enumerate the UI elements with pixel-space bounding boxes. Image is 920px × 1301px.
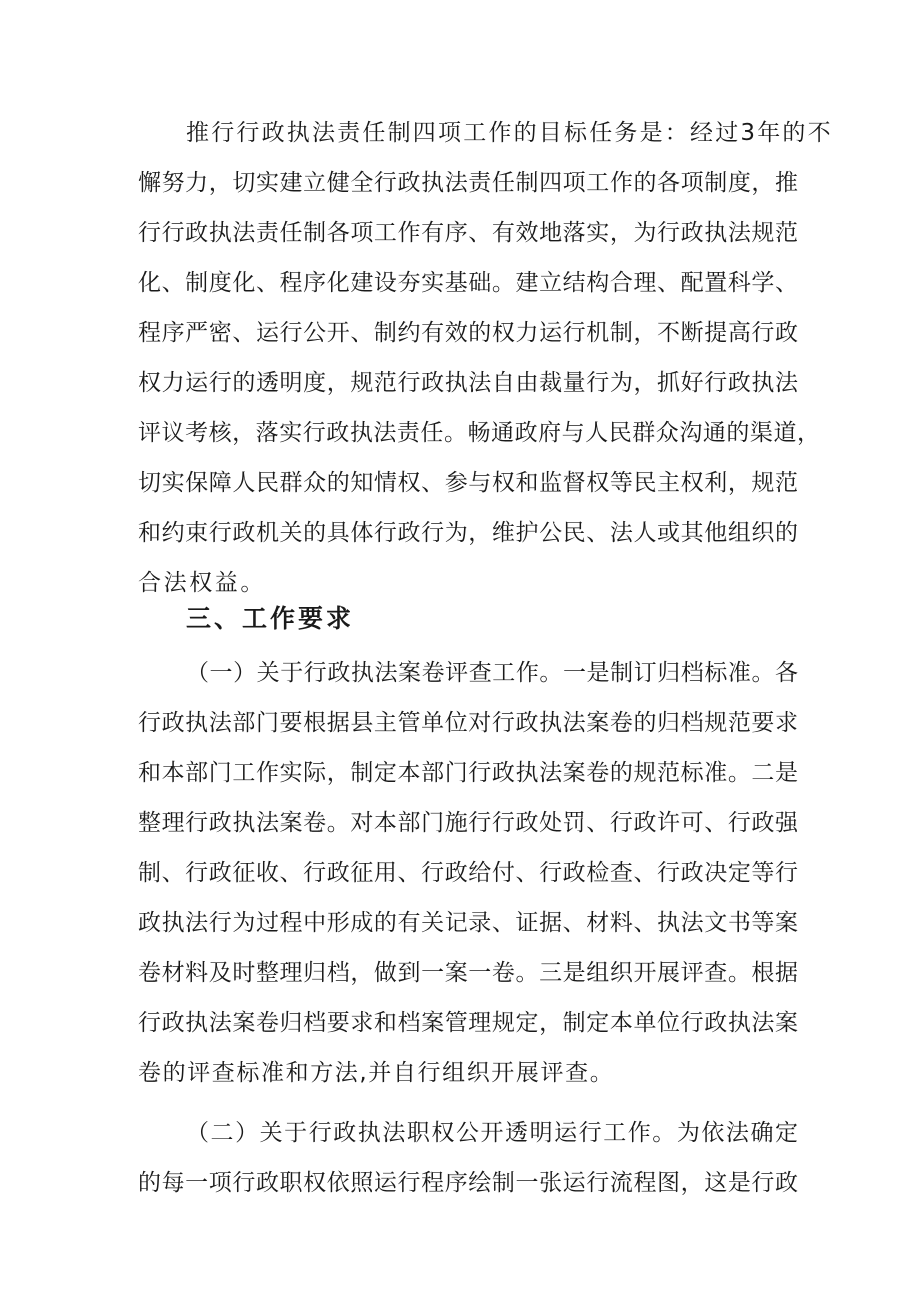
paragraph-1-line-8: 切实保障人民群众的知情权、参与权和监督权等民主权利，规范 xyxy=(138,470,798,496)
paragraph-2-line-7: 卷材料及时整理归档，做到一案一卷。三是组织开展评查。根据 xyxy=(138,960,798,986)
paragraph-1-line-5: 程序严密、运行公开、制约有效的权力运行机制，不断提高行政 xyxy=(138,320,798,346)
paragraph-1-line-7: 评议考核，落实行政执法责任。畅通政府与人民群众沟通的渠道， xyxy=(138,420,820,446)
paragraph-2-line-1: （一）关于行政执法案卷评查工作。一是制订归档标准。各 xyxy=(186,660,798,686)
paragraph-2-line-3: 和本部门工作实际，制定本部门行政执法案卷的规范标准。二是 xyxy=(138,760,798,786)
paragraph-2-line-5: 制、行政征收、行政征用、行政给付、行政检查、行政决定等行 xyxy=(138,860,798,886)
paragraph-2-line-4: 整理行政执法案卷。对本部门施行行政处罚、行政许可、行政强 xyxy=(138,810,798,836)
paragraph-2-line-2: 行政执法部门要根据县主管单位对行政执法案卷的归档规范要求 xyxy=(138,710,798,736)
section-heading: 三、工作要求 xyxy=(186,604,355,633)
paragraph-1-line-1: 推行行政执法责任制四项工作的目标任务是：经过3年的不 xyxy=(186,120,833,146)
paragraph-1-line-9: 和约束行政机关的具体行政行为，维护公民、法人或其他组织的 xyxy=(138,520,798,546)
paragraph-3-line-1: （二）关于行政执法职权公开透明运行工作。为依法确定 xyxy=(186,1120,798,1146)
paragraph-1-line-2: 懈努力，切实建立健全行政执法责任制四项工作的各项制度，推 xyxy=(138,170,798,196)
paragraph-2-line-9: 卷的评查标准和方法,并自行组织开展评查。 xyxy=(138,1060,615,1086)
paragraph-2-line-6: 政执法行为过程中形成的有关记录、证据、材料、执法文书等案 xyxy=(138,910,798,936)
paragraph-1-line-6: 权力运行的透明度，规范行政执法自由裁量行为，抓好行政执法 xyxy=(138,370,798,396)
paragraph-1-line-4: 化、制度化、程序化建设夯实基础。建立结构合理、配置科学、 xyxy=(138,270,798,296)
paragraph-1-line-3: 行行政执法责任制各项工作有序、有效地落实，为行政执法规范 xyxy=(138,220,798,246)
paragraph-3-line-2: 的每一项行政职权依照运行程序绘制一张运行流程图，这是行政 xyxy=(138,1170,798,1196)
paragraph-1-line-10: 合法权益。 xyxy=(138,570,266,596)
paragraph-2-line-8: 行政执法案卷归档要求和档案管理规定，制定本单位行政执法案 xyxy=(138,1010,798,1036)
